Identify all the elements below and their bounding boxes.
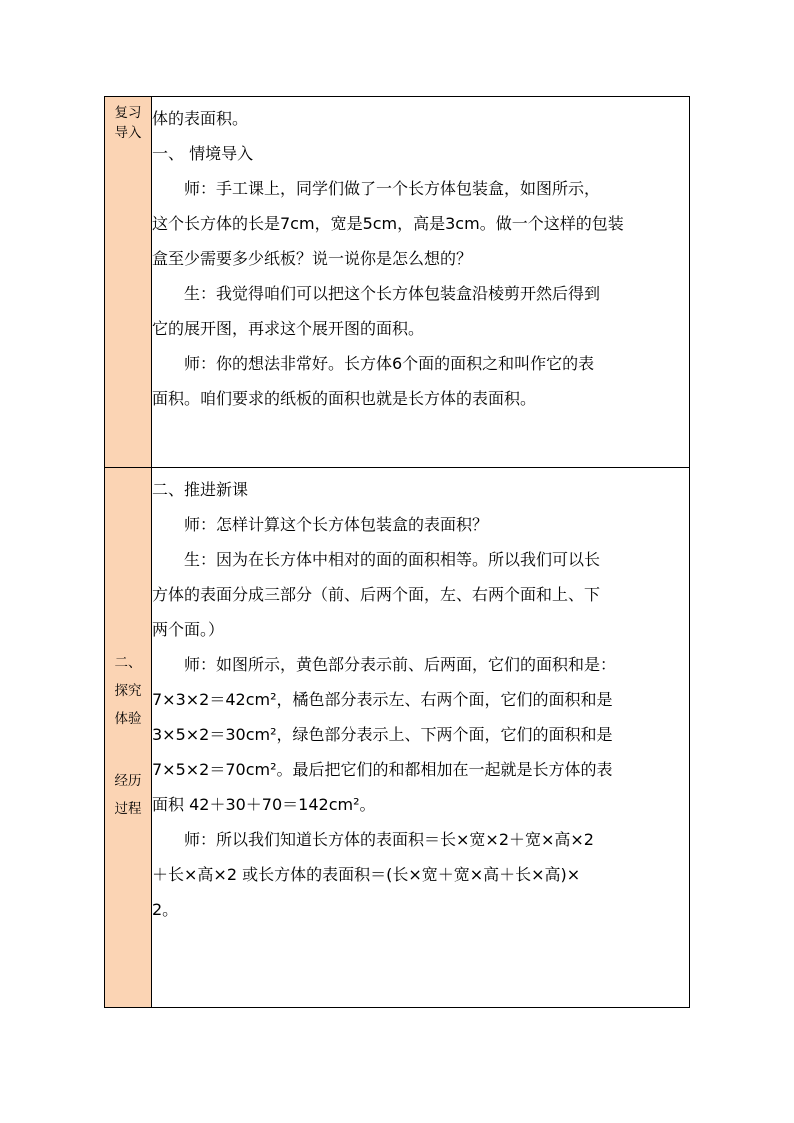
section-row-review — [105, 97, 690, 468]
section-label-review — [105, 97, 152, 468]
text-line: 生：因为在长方体中相对的面的面积相等。所以我们可以长 — [184, 550, 601, 569]
section-label-line: 复习 — [114, 105, 142, 121]
text-line: 面积。咱们要求的纸板的面积也就是长方体的表面积。 — [152, 389, 537, 408]
text-line: 3×5×2＝30cm²，绿色部分表示上、下两个面，它们的面积和是 — [152, 725, 613, 744]
section-label-line: 体验 — [114, 711, 142, 727]
heading-new-lesson: 二、推进新课 — [152, 480, 249, 499]
lesson-plan-table — [104, 96, 690, 1008]
text-line: 生：我觉得咱们可以把这个长方体包装盒沿棱剪开然后得到 — [184, 284, 601, 303]
section-label-line: 过程 — [114, 801, 142, 817]
text-line: 2。 — [152, 900, 179, 919]
section-content-explore — [152, 468, 690, 1008]
text-line: 方体的表面分成三部分（前、后两个面，左、右两个面和上、下 — [152, 585, 601, 604]
section-row-explore — [105, 468, 690, 1008]
text-line: 7×5×2＝70cm²。最后把它们的和都相加在一起就是长方体的表 — [152, 760, 613, 779]
text-line: 师：所以我们知道长方体的表面积＝长×宽×2＋宽×高×2 — [184, 830, 594, 849]
text-line: 7×3×2＝42cm²，橘色部分表示左、右两个面，它们的面积和是 — [152, 690, 613, 709]
section-label-line: 经历 — [114, 773, 142, 789]
text-line: 盒至少需要多少纸板？说一说你是怎么想的？ — [152, 249, 473, 268]
section-label-line: 导入 — [114, 125, 142, 141]
section-label-line: 二、 — [114, 655, 142, 671]
text-line: 体的表面积。 — [152, 109, 249, 128]
text-line: ＋长×高×2 或长方体的表面积＝(长×宽＋宽×高＋长×高)× — [152, 865, 581, 884]
section-label-line: 探究 — [114, 683, 142, 699]
text-line: 这个长方体的长是7cm，宽是5cm，高是3cm。做一个这样的包装 — [152, 214, 624, 233]
text-line: 它的展开图，再求这个展开图的面积。 — [152, 319, 425, 338]
label-spacer — [105, 733, 151, 767]
heading-situation-intro: 一、 情境导入 — [152, 144, 254, 163]
text-line: 师：如图所示，黄色部分表示前、后两面，它们的面积和是： — [184, 655, 617, 674]
text-line: 面积 42＋30＋70＝142cm²。 — [152, 795, 376, 814]
section-label-explore — [105, 468, 152, 1008]
text-line: 师：你的想法非常好。长方体6个面的面积之和叫作它的表 — [184, 354, 595, 373]
text-line: 师：怎样计算这个长方体包装盒的表面积？ — [184, 515, 489, 534]
text-line: 两个面。） — [152, 620, 225, 639]
section-content-review — [152, 97, 690, 468]
text-line: 师：手工课上，同学们做了一个长方体包装盒，如图所示， — [184, 179, 601, 198]
